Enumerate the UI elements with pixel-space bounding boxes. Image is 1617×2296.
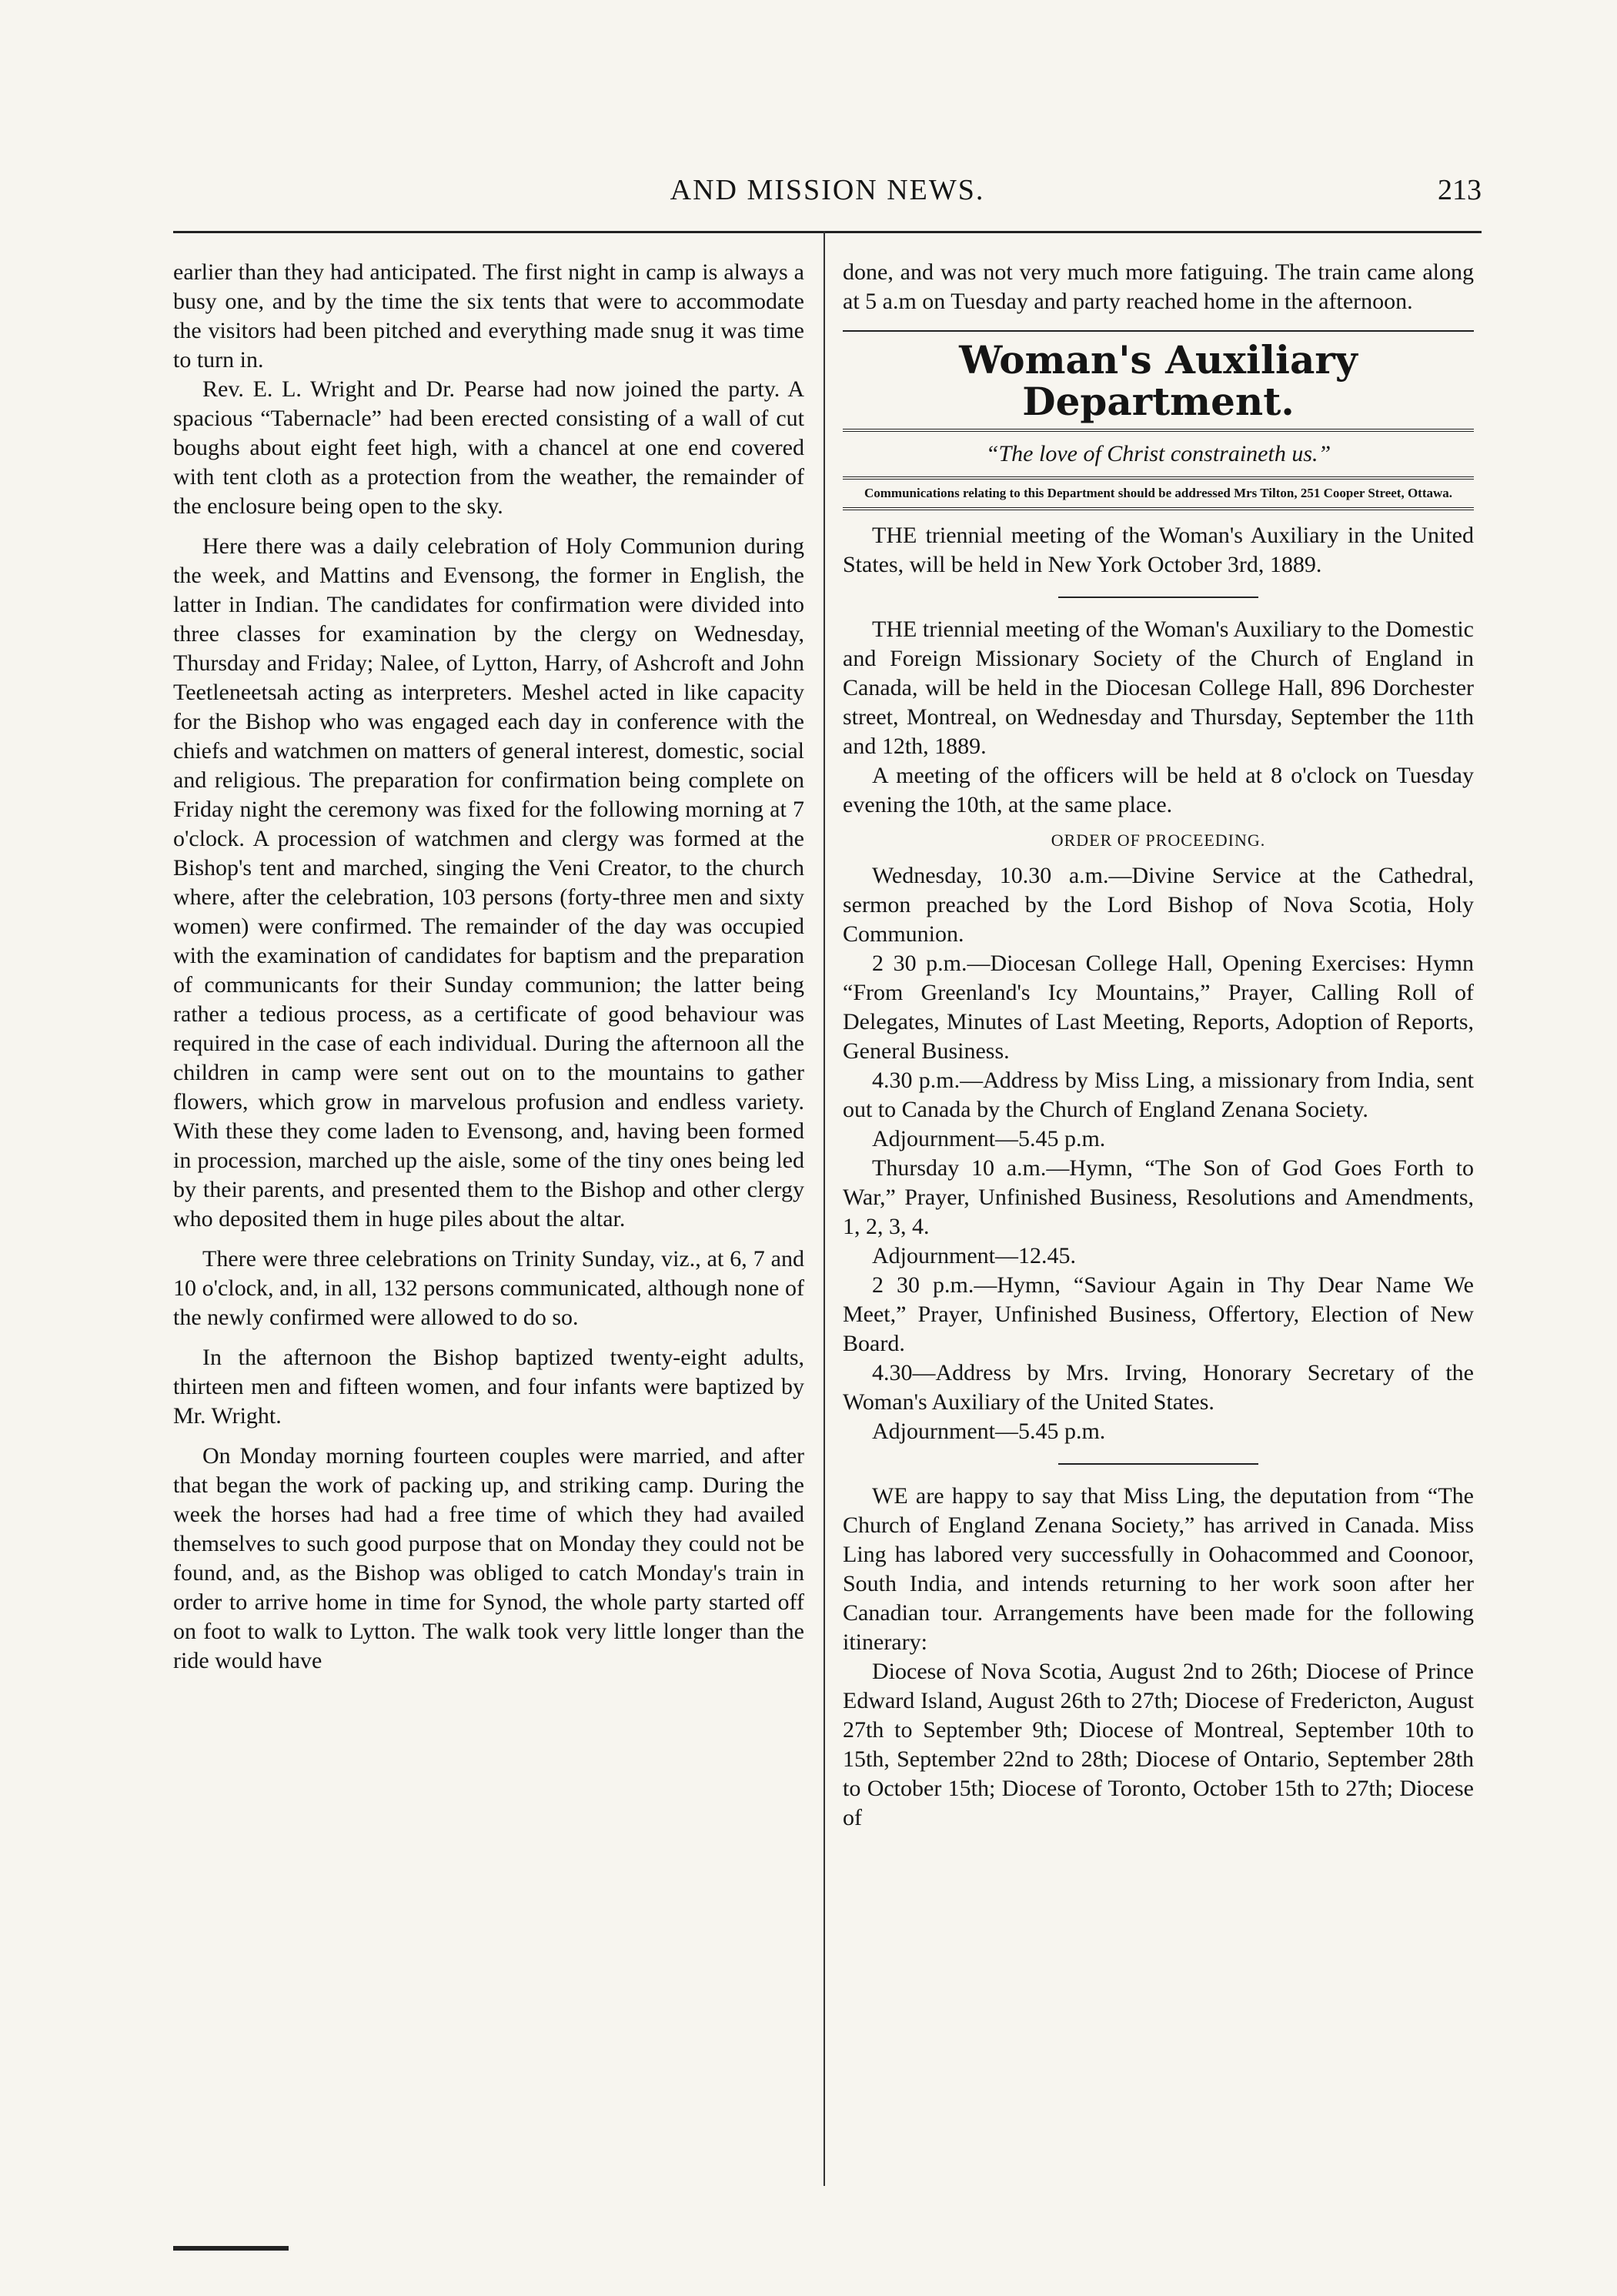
ink-mark — [173, 2246, 289, 2251]
department-title: Woman's Auxiliary Department. — [959, 337, 1358, 424]
paragraph: earlier than they had anticipated. The first night in camp is always a busy one, and by the time the six tents that were to accommodate the visitors had been pitched and everything made snug it was time to turn in. — [173, 259, 804, 373]
order-item: Thursday 10 a.m.—Hymn, “The Son of God Goes Forth to War,” Prayer, Unfinished Business, Resolutions and Amendments, 1, 2, 3, 4. — [843, 1155, 1474, 1239]
paragraph: Rev. E. L. Wright and Dr. Pearse had now joined the party. A spacious “Tabernacle” had been erected consisting of a wall of cut boughs about eight feet high, with a chancel at one end covered with tent cloth as a protection from the weather, the remainder of the enclosure being open to the sky. — [173, 376, 804, 519]
order-item: Adjournment—12.45. — [872, 1243, 1076, 1268]
divider — [843, 429, 1474, 432]
paragraph: done, and was not very much more fatiguing. The train came along at 5 a.m on Tuesday and party reached home in the afternoon. — [843, 259, 1474, 314]
order-item: Adjournment—5.45 p.m. — [872, 1126, 1106, 1151]
order-item: 4.30 p.m.—Address by Miss Ling, a missionary from India, sent out to Canada by the Church of England Zenana Society. — [843, 1068, 1474, 1122]
paragraph: THE triennial meeting of the Woman's Auxiliary in the United States, will be held in New York October 3rd, 1889. — [843, 523, 1474, 577]
paragraph: WE are happy to say that Miss Ling, the deputation from “The Church of England Zenana Society,” has arrived in Canada. Miss Ling has labored very successfully in Oohacommed and Coonoor, South India, and intends returning to her work soon after her Canadian tour. Arrangements have been made for the following itinerary: — [843, 1483, 1474, 1655]
running-header — [173, 173, 1482, 212]
order-item: 2 30 p.m.—Diocesan College Hall, Opening Exercises: Hymn “From Greenland's Icy Mountains,” Prayer, Calling Roll of Delegates, Minutes of Last Meeting, Reports, Adoption of Reports, General Business. — [843, 951, 1474, 1064]
left-column — [173, 258, 804, 1676]
paragraph: A meeting of the officers will be held at 8 o'clock on Tuesday evening the 10th, at the same place. — [843, 763, 1474, 817]
divider — [843, 330, 1474, 332]
divider — [843, 507, 1474, 510]
correspondence-note: Communications relating to this Department should be addressed Mrs Tilton, 251 Cooper Street, Ottawa. — [864, 486, 1453, 500]
department-heading-block — [843, 330, 1474, 510]
motto: “The love of Christ constraineth us.” — [985, 441, 1331, 466]
page-number: 213 — [1438, 174, 1482, 206]
paragraph: In the afternoon the Bishop baptized twenty-eight adults, thirteen men and fifteen women, and four infants were baptized by Mr. Wright. — [173, 1345, 804, 1429]
order-item: 2 30 p.m.—Hymn, “Saviour Again in Thy Dear Name We Meet,” Prayer, Unfinished Business, Offertory, Election of New Board. — [843, 1272, 1474, 1356]
column-divider — [824, 231, 825, 2186]
order-item: Wednesday, 10.30 a.m.—Divine Service at the Cathedral, sermon preached by the Lord Bishop of Nova Scotia, Holy Communion. — [843, 863, 1474, 947]
paragraph: There were three celebrations on Trinity Sunday, viz., at 6, 7 and 10 o'clock, and, in all, 132 persons communicated, although none of the newly confirmed were allowed to do so. — [173, 1246, 804, 1330]
order-item: Adjournment—5.45 p.m. — [872, 1419, 1106, 1444]
divider — [843, 476, 1474, 480]
short-divider — [1058, 597, 1258, 598]
header-rule — [173, 231, 1482, 233]
right-column — [843, 258, 1474, 1833]
running-title: AND MISSION NEWS. — [670, 174, 985, 206]
paragraph: Here there was a daily celebration of Holy Communion during the week, and Mattins and Evensong, the former in English, the latter in Indian. The candidates for confirmation were divided into three classes for examination by the clergy on Wednesday, Thursday and Friday; Nalee, of Lytton, Harry, of Ashcroft and John Teetleneetsah acting as interpreters. Meshel acted in like capacity for the Bishop who was engaged each day in conference with the chiefs and watchmen on matters of general interest, domestic, social and religious. The preparation for confirmation being complete on Friday night the ceremony was fixed for the following morning at 7 o'clock. A procession of watchmen and clergy was formed at the Bishop's tent and marched, singing the Veni Creator, to the church where, after the celebration, 103 persons (forty-three men and sixty women) were confirmed. The remainder of the day was occupied with the examination of candidates for baptism and the preparation of communicants for their Sunday communion; the latter being rather a tedious process, as a certificate of good behaviour was required in the case of each individual. During the afternoon all the children in camp were sent out on to the mountains to gather flowers, which grow in marvelous profusion and endless variety. With these they come laden to Evensong, and, having been formed in procession, marched up the aisle, some of the tiny ones being led by their parents, and presented them to the Bishop and other clergy who deposited them in huge piles about the altar. — [173, 533, 804, 1232]
short-divider — [1058, 1463, 1258, 1465]
order-heading: ORDER OF PROCEEDING. — [1051, 831, 1266, 850]
paragraph: On Monday morning fourteen couples were married, and after that began the work of packing up, and striking camp. During the week the horses had had a free time of which they had availed themselves to such good purpose that on Monday they could not be found, and, as the Bishop was obliged to catch Monday's train in order to arrive home in time for Synod, the whole party started off on foot to walk to Lytton. The walk took very little longer than the ride would have — [173, 1443, 804, 1673]
order-item: 4.30—Address by Mrs. Irving, Honorary Secretary of the Woman's Auxiliary of the United States. — [843, 1360, 1474, 1415]
paragraph: Diocese of Nova Scotia, August 2nd to 26th; Diocese of Prince Edward Island, August 26th to 27th; Diocese of Fredericton, August 27th to September 9th; Diocese of Montreal, September 10th to 15th, September 22nd to 28th; Diocese of Ontario, September 28th to October 15th; Diocese of Toronto, October 15th to 27th; Diocese of — [843, 1659, 1474, 1830]
paragraph: THE triennial meeting of the Woman's Auxiliary to the Domestic and Foreign Missionary Society of the Church of England in Canada, will be held in the Diocesan College Hall, 896 Dorchester street, Montreal, on Wednesday and Thursday, September the 11th and 12th, 1889. — [843, 617, 1474, 759]
